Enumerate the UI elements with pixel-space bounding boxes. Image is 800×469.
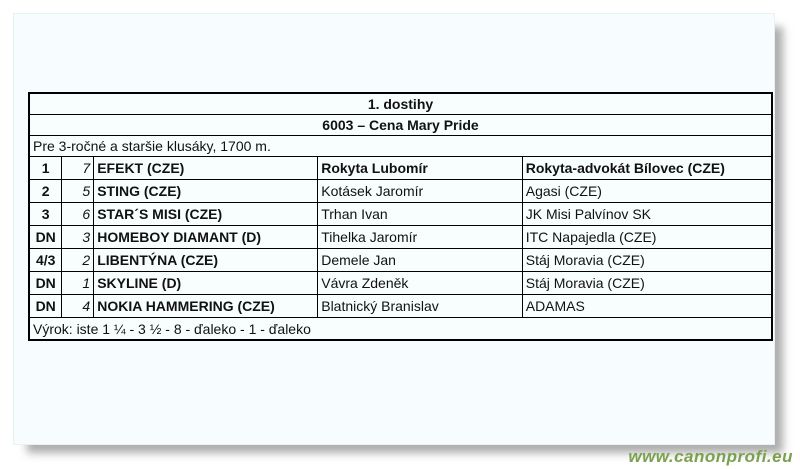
- driver-cell: Blatnický Branislav: [318, 295, 523, 318]
- document-page: [13, 13, 775, 445]
- watermark-text: www.canonprofi.eu: [628, 447, 793, 466]
- driver-cell: Demele Jan: [318, 249, 523, 272]
- race-conditions-row: [29, 136, 772, 157]
- start-number-cell: 5: [62, 180, 94, 203]
- horse-cell: HOMEBOY DIAMANT (D): [94, 226, 318, 249]
- driver-cell: Rokyta Lubomír: [318, 157, 523, 180]
- race-title-row: [29, 93, 772, 115]
- result-row: [29, 226, 772, 249]
- owner-cell: ADAMAS: [522, 295, 772, 318]
- position-cell: 1: [29, 157, 62, 180]
- result-row: [29, 157, 772, 180]
- driver-cell: Kotásek Jaromír: [318, 180, 523, 203]
- owner-cell: Agasi (CZE): [522, 180, 772, 203]
- position-cell: 3: [29, 203, 62, 226]
- horse-cell: STING (CZE): [94, 180, 318, 203]
- horse-cell: LIBENTÝNA (CZE): [94, 249, 318, 272]
- owner-cell: Rokyta-advokát Bílovec (CZE): [522, 157, 772, 180]
- position-cell: DN: [29, 295, 62, 318]
- result-row: [29, 272, 772, 295]
- race-title: 1. dostihy: [29, 93, 772, 115]
- driver-cell: Tihelka Jaromír: [318, 226, 523, 249]
- result-row: [29, 249, 772, 272]
- start-number-cell: 6: [62, 203, 94, 226]
- start-number-cell: 2: [62, 249, 94, 272]
- result-row: [29, 295, 772, 318]
- verdict-text: Výrok: iste 1 ¼ - 3 ½ - 8 - ďaleko - 1 - ďaleko: [29, 318, 772, 341]
- position-cell: 2: [29, 180, 62, 203]
- verdict-row: [29, 318, 772, 341]
- horse-cell: SKYLINE (D): [94, 272, 318, 295]
- position-cell: 4/3: [29, 249, 62, 272]
- race-subtitle: 6003 – Cena Mary Pride: [29, 115, 772, 136]
- driver-cell: Vávra Zdeněk: [318, 272, 523, 295]
- horse-cell: STAR´S MISI (CZE): [94, 203, 318, 226]
- horse-cell: NOKIA HAMMERING (CZE): [94, 295, 318, 318]
- driver-cell: Trhan Ivan: [318, 203, 523, 226]
- position-cell: DN: [29, 272, 62, 295]
- result-row: [29, 203, 772, 226]
- horse-cell: EFEKT (CZE): [94, 157, 318, 180]
- race-conditions: Pre 3-ročné a staršie klusáky, 1700 m.: [29, 136, 772, 157]
- position-cell: DN: [29, 226, 62, 249]
- owner-cell: JK Misi Palvínov SK: [522, 203, 772, 226]
- start-number-cell: 4: [62, 295, 94, 318]
- owner-cell: Stáj Moravia (CZE): [522, 249, 772, 272]
- race-results-table: [28, 92, 773, 341]
- owner-cell: Stáj Moravia (CZE): [522, 272, 772, 295]
- start-number-cell: 3: [62, 226, 94, 249]
- result-row: [29, 180, 772, 203]
- start-number-cell: 7: [62, 157, 94, 180]
- owner-cell: ITC Napajedla (CZE): [522, 226, 772, 249]
- start-number-cell: 1: [62, 272, 94, 295]
- race-subtitle-row: [29, 115, 772, 136]
